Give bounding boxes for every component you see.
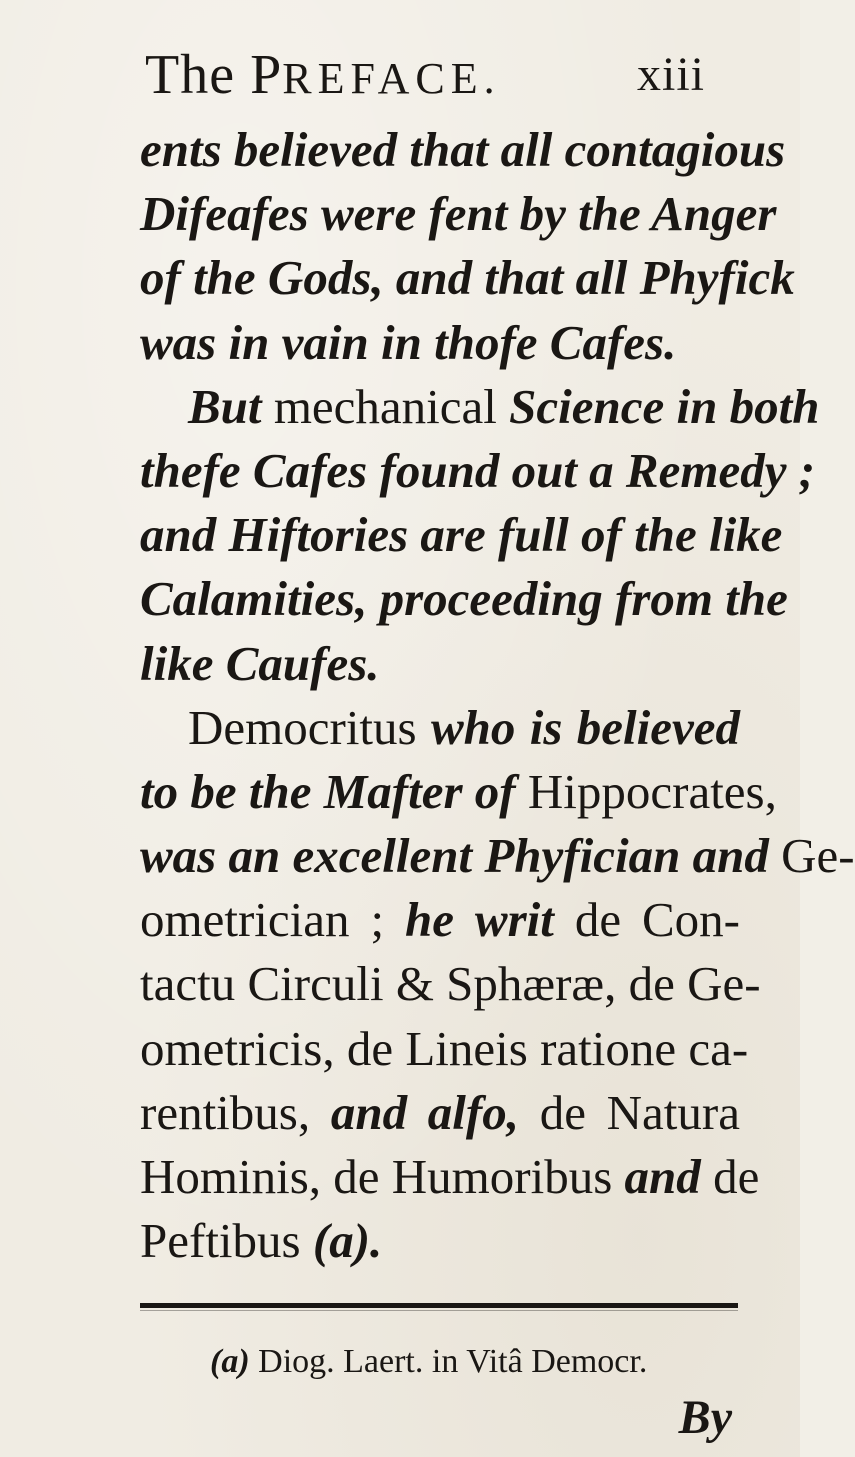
text-segment: he writ xyxy=(404,892,575,948)
text-line xyxy=(140,567,788,631)
text-segment: de Con- xyxy=(574,892,741,948)
text-line xyxy=(140,1145,760,1209)
text-line xyxy=(140,760,777,824)
catchword: By xyxy=(678,1391,732,1444)
text-line xyxy=(140,375,820,439)
text-segment: Calamities, proceeding from the xyxy=(140,571,788,627)
text-line xyxy=(140,118,786,182)
text-segment: tactu Circuli & Sphæræ, de Ge- xyxy=(140,956,761,1012)
text-segment: de Natura xyxy=(539,1084,740,1140)
text-segment: Ge- xyxy=(781,828,855,884)
text-line xyxy=(140,182,777,246)
text-line xyxy=(140,1081,740,1145)
text-line xyxy=(140,696,740,760)
footnote xyxy=(210,1340,770,1384)
text-line xyxy=(140,1209,740,1273)
text-segment: ents believed that all contagious xyxy=(140,122,786,177)
text-segment: was an excellent Phyfician and xyxy=(140,828,782,884)
running-title xyxy=(145,40,501,114)
footnote-text: Diog. Laert. in Vitâ Democr. xyxy=(249,1343,648,1380)
text-segment: Hominis, de Humoribus xyxy=(140,1149,625,1204)
running-title-caps: REFACE. xyxy=(282,54,501,103)
text-segment: But xyxy=(188,378,274,434)
text-line xyxy=(140,952,761,1016)
running-header xyxy=(145,40,705,110)
text-segment: Hippocrates, xyxy=(527,763,777,819)
footnote-rule xyxy=(140,1303,738,1308)
text-segment: (a). xyxy=(312,1213,383,1269)
text-segment: de xyxy=(713,1149,760,1204)
text-segment: rentibus, xyxy=(140,1084,331,1140)
body-text xyxy=(140,118,855,1273)
text-line xyxy=(140,824,855,888)
text-segment: and alfo, xyxy=(330,1084,540,1140)
text-segment: Peftibus xyxy=(140,1213,313,1269)
text-segment: who is believed xyxy=(430,699,740,755)
text-line xyxy=(140,311,740,375)
footnote-rule-shadow xyxy=(140,1310,738,1311)
text-segment: and xyxy=(624,1149,714,1204)
text-segment: mechanical xyxy=(273,378,510,434)
text-segment: of the Gods, and that all Phyfick xyxy=(140,250,795,306)
text-segment: and Hiftories are full of the like xyxy=(140,507,783,563)
text-segment: Difeafes were fent by the Anger xyxy=(140,186,777,242)
text-segment: ometricis, de Lineis ratione ca- xyxy=(140,1020,749,1076)
text-segment: like Caufes. xyxy=(140,635,380,691)
text-segment: Science in both xyxy=(509,378,820,434)
text-line xyxy=(140,632,740,696)
text-line xyxy=(140,888,740,952)
footnote-marker: (a) xyxy=(210,1343,250,1380)
text-line xyxy=(140,439,816,503)
text-line xyxy=(140,503,783,567)
text-segment: ometrician ; xyxy=(140,892,405,948)
page-number: xiii xyxy=(636,48,705,101)
text-line xyxy=(140,246,795,310)
text-segment: to be the Mafter of xyxy=(140,763,528,819)
text-line xyxy=(140,1017,749,1081)
text-segment: Democritus xyxy=(188,699,431,755)
running-title-lead: The P xyxy=(145,44,283,106)
text-segment: was in vain in thofe Cafes. xyxy=(140,314,677,370)
text-segment: thefe Cafes found out a Remedy ; xyxy=(140,442,816,498)
